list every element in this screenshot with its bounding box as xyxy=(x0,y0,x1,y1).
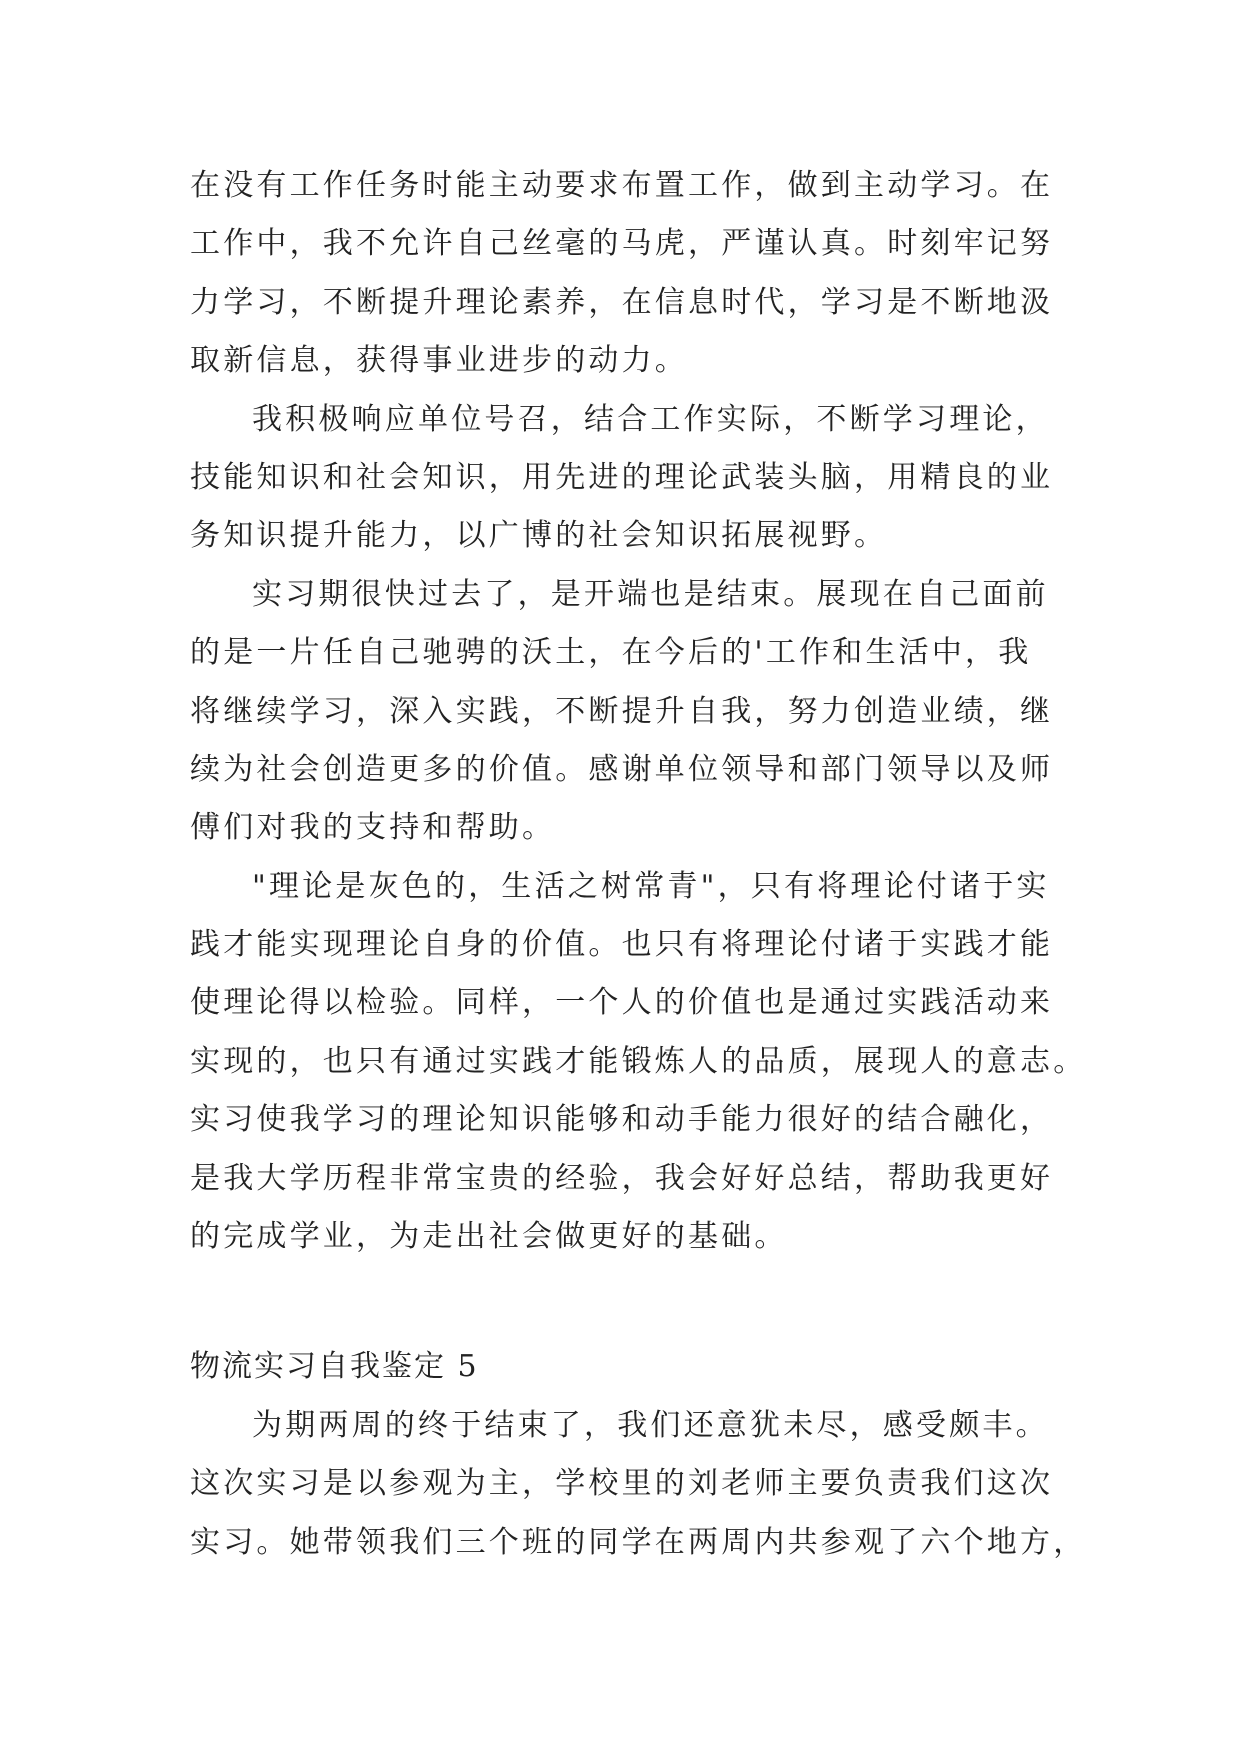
text-line: 务知识提升能力，以广博的社会知识拓展视野。 xyxy=(190,518,888,554)
text-line: 将继续学习，深入实践，不断提升自我，努力创造业绩，继 xyxy=(190,693,1054,729)
text-line: 实习期很快过去了，是开端也是结束。展现在自己面前 xyxy=(252,576,1049,612)
text-line: 实习。她带领我们三个班的同学在两周内共参观了六个地方， xyxy=(190,1524,1087,1560)
text-line: 的是一片任自己驰骋的沃土，在今后的'工作和生活中，我 xyxy=(190,635,1032,671)
text-line: "理论是灰色的，生活之树常青"，只有将理论付诸于实 xyxy=(252,868,1050,904)
text-line: 在没有工作任务时能主动要求布置工作，做到主动学习。在 xyxy=(190,168,1054,203)
text-line: 工作中，我不允许自己丝毫的马虎，严谨认真。时刻牢记努 xyxy=(190,226,1054,262)
paragraph-1 xyxy=(190,157,1070,391)
text-line: 技能知识和社会知识，用先进的理论武装头脑，用精良的业 xyxy=(190,459,1054,495)
text-line: 使理论得以检验。同样，一个人的价值也是通过实践活动来 xyxy=(190,985,1054,1021)
text-line: 践才能实现理论自身的价值。也只有将理论付诸于实践才能 xyxy=(190,927,1054,963)
text-line: 力学习，不断提升理论素养，在信息时代，学习是不断地汲 xyxy=(190,284,1054,320)
text-line: 续为社会创造更多的价值。感谢单位领导和部门领导以及师 xyxy=(190,751,1054,787)
text-line: 我积极响应单位号召，结合工作实际，不断学习理论， xyxy=(252,401,1049,437)
paragraph-5 xyxy=(190,1397,1087,1572)
document-body xyxy=(190,157,1087,1572)
text-line: 这次实习是以参观为主，学校里的刘老师主要负责我们这次 xyxy=(190,1466,1054,1502)
section-heading: 物流实习自我鉴定 5 xyxy=(190,1349,479,1385)
text-line: 实习使我学习的理论知识能够和动手能力很好的结合融化， xyxy=(190,1102,1054,1138)
text-line: 是我大学历程非常宝贵的经验，我会好好总结，帮助我更好 xyxy=(190,1160,1054,1196)
text-line: 取新信息，获得事业进步的动力。 xyxy=(190,343,688,379)
text-line: 实现的，也只有通过实践才能锻炼人的品质，展现人的意志。 xyxy=(190,1043,1087,1079)
paragraph-2 xyxy=(190,391,1070,566)
text-line: 为期两周的终于结束了，我们还意犹未尽，感受颇丰。 xyxy=(252,1407,1049,1443)
text-line: 傅们对我的支持和帮助。 xyxy=(190,810,556,846)
text-line: 的完成学业，为走出社会做更好的基础。 xyxy=(190,1219,788,1255)
paragraph-4 xyxy=(190,858,1087,1267)
paragraph-3 xyxy=(190,566,1070,858)
